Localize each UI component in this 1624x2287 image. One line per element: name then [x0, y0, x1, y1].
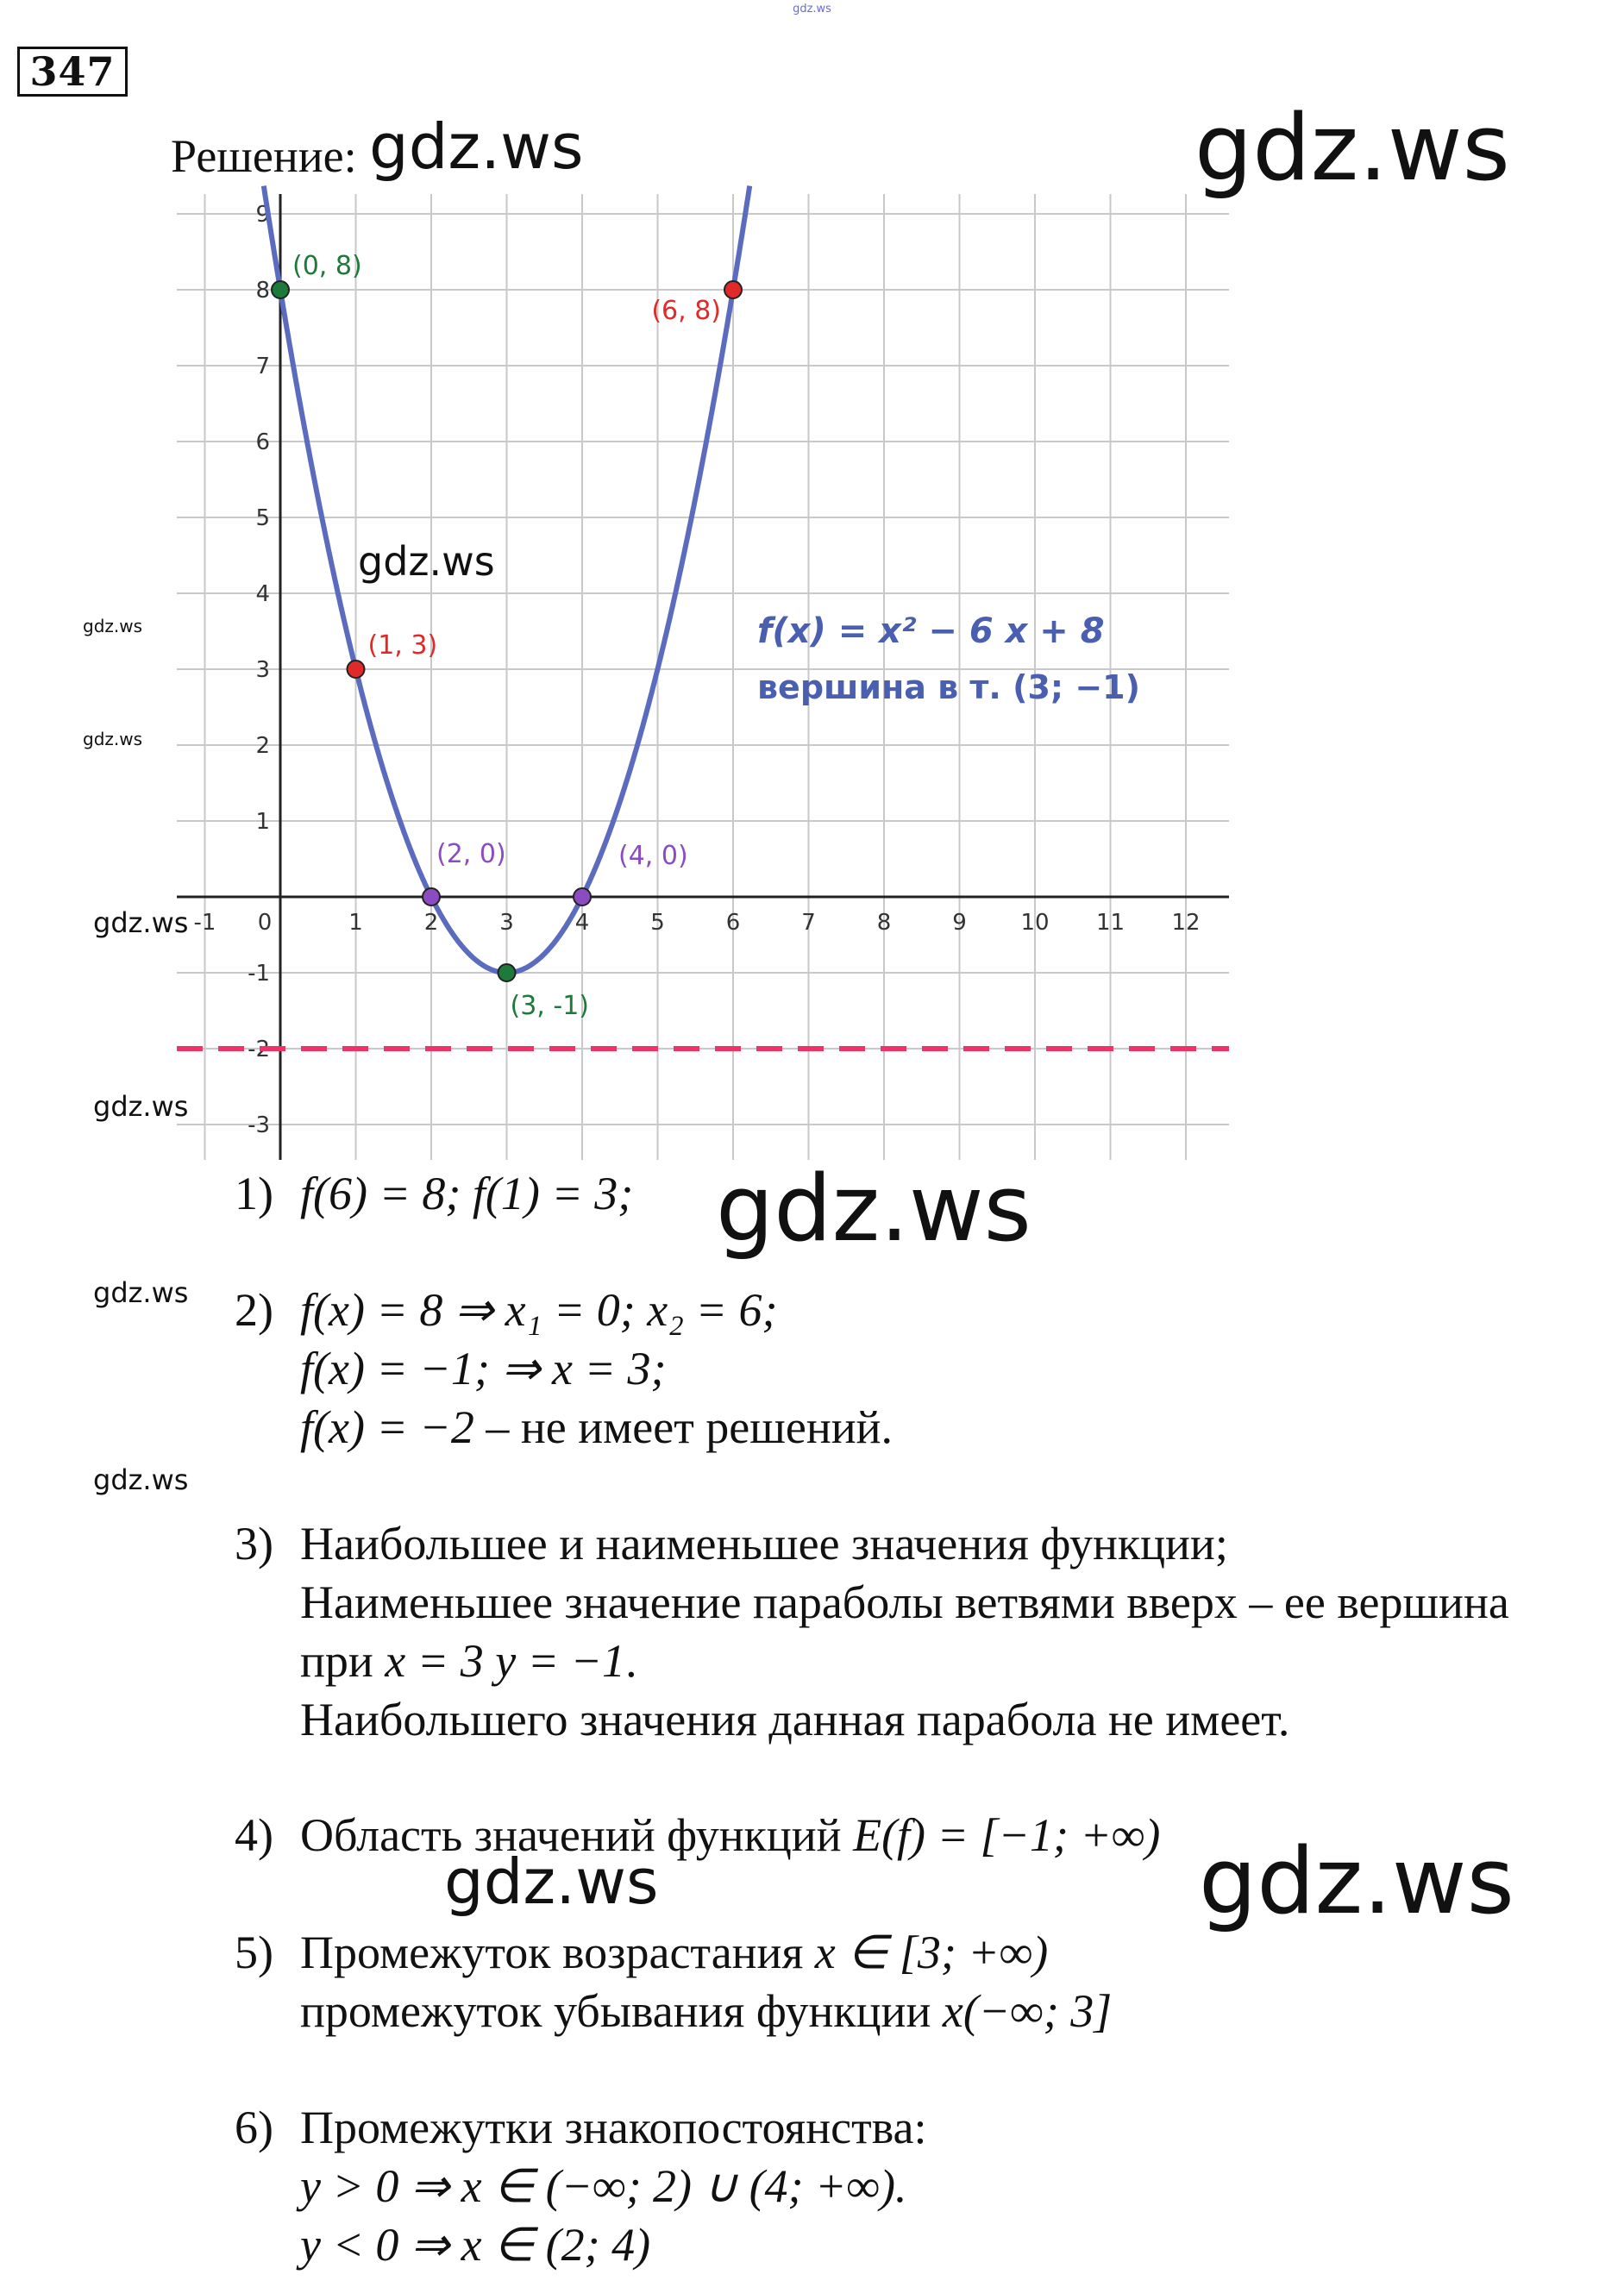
item-4-number: 4) — [235, 1809, 273, 1861]
data-point — [348, 661, 365, 678]
data-point — [498, 964, 516, 981]
y-tick-label: 8 — [255, 278, 270, 304]
item-1-number: 1) — [235, 1168, 273, 1219]
x-tick-label: 0 — [257, 910, 273, 936]
item-5-text — [300, 1925, 1048, 1980]
item-6-text: Промежутки знакопостоянства: — [300, 2102, 927, 2153]
data-point — [272, 281, 289, 298]
top-watermark: gdz.ws — [793, 3, 831, 16]
y-tick-label: 2 — [255, 733, 270, 759]
x-tick-label: 1 — [348, 910, 363, 936]
point-label: (1, 3) — [367, 630, 438, 661]
y-tick-label: 3 — [255, 657, 270, 683]
item-3-line-3 — [300, 1633, 637, 1689]
x-tick-label: -1 — [193, 910, 216, 936]
x-tick-label: 5 — [650, 910, 665, 936]
point-label: (0, 8) — [292, 251, 362, 281]
item-4-text — [300, 1808, 1160, 1863]
item-4-math: E(f) = [−1; +∞) — [853, 1809, 1161, 1861]
item-3-number: 3) — [235, 1518, 273, 1570]
y-tick-label: -3 — [248, 1112, 270, 1138]
item-5-math: x ∈ [3; +∞) — [814, 1927, 1049, 1978]
point-label: (2, 0) — [436, 839, 506, 869]
x-tick-label: 8 — [876, 910, 892, 936]
watermark: gdz.ws — [93, 906, 189, 939]
x-tick-label: 11 — [1095, 910, 1126, 936]
item-6-line-2: y > 0 ⇒ x ∈ (−∞; 2) ∪ (4; +∞). — [300, 2160, 907, 2212]
point-label: (3, -1) — [510, 991, 589, 1021]
point-label: (6, 8) — [651, 296, 721, 326]
watermark: gdz.ws — [93, 1276, 189, 1309]
x-tick-label: 3 — [499, 910, 514, 936]
item-6-number: 6) — [235, 2102, 273, 2153]
problem-number: 347 — [17, 47, 128, 97]
x-tick-label: 4 — [574, 910, 590, 936]
x-tick-label: 6 — [725, 910, 741, 936]
item-2-line-3-text: – не имеет решений. — [473, 1401, 894, 1453]
item-5-label: Промежуток возрастания — [300, 1927, 815, 1978]
data-point — [423, 888, 440, 905]
x-tick-label: 2 — [423, 910, 439, 936]
item-5-line-2-label: промежуток убывания функции — [300, 1985, 943, 2037]
item-2-line-3-math: f(x) = −2 — [300, 1401, 474, 1453]
item-4-label: Область значений функций — [300, 1809, 854, 1861]
y-tick-label: 9 — [255, 202, 270, 228]
y-tick-label: 7 — [255, 354, 270, 379]
item-3-text: Наибольшее и наименьшее значения функции; — [300, 1518, 1228, 1570]
item-5-line-2-math: x(−∞; 3] — [942, 1985, 1113, 2037]
item-2-line-3 — [300, 1400, 893, 1455]
x-tick-label: 7 — [801, 910, 816, 936]
item-1-text: f(6) = 8; f(1) = 3; — [300, 1168, 634, 1219]
data-point — [574, 888, 591, 905]
item-3-line-4: Наибольшего значения данная парабола не имеет. — [300, 1694, 1290, 1745]
item-6-line-3: y < 0 ⇒ x ∈ (2; 4) — [300, 2219, 651, 2271]
y-tick-label: 4 — [255, 581, 270, 607]
item-2-line-2: f(x) = −1; ⇒ x = 3; — [300, 1343, 667, 1394]
y-tick-label: -1 — [248, 961, 270, 987]
y-tick-label: -2 — [248, 1037, 270, 1062]
watermark: gdz.ws — [83, 616, 143, 636]
item-5-number: 5) — [235, 1927, 273, 1978]
watermark: gdz.ws — [358, 538, 495, 585]
item-5-line-2 — [300, 1983, 1112, 2039]
x-tick-label: 9 — [952, 910, 967, 936]
watermark: gdz.ws — [369, 110, 584, 183]
item-2-number: 2) — [235, 1284, 273, 1336]
item-3-line-3-math: x = 3 y = −1 — [385, 1635, 626, 1687]
watermark: gdz.ws — [1194, 95, 1510, 201]
item-3-line-3-post: . — [625, 1635, 637, 1687]
watermark: gdz.ws — [83, 729, 143, 749]
x-tick-label: 12 — [1171, 910, 1201, 936]
parabola-graph — [164, 185, 1251, 1169]
y-tick-label: 5 — [255, 505, 270, 531]
y-tick-label: 1 — [255, 809, 270, 835]
x-tick-label: 10 — [1020, 910, 1050, 936]
point-label: (4, 0) — [618, 841, 688, 871]
watermark: gdz.ws — [444, 1845, 659, 1918]
item-3-line-3-pre: при — [300, 1635, 386, 1687]
solution-label: Решение: — [171, 130, 357, 182]
data-point — [724, 281, 742, 298]
watermark: gdz.ws — [93, 1090, 189, 1123]
vertex-text: вершина в т. (3; −1) — [757, 668, 1140, 706]
watermark: gdz.ws — [716, 1156, 1031, 1262]
watermark: gdz.ws — [1199, 1828, 1514, 1934]
formula-text: f(x) = x² − 6 x + 8 — [757, 611, 1105, 651]
watermark: gdz.ws — [93, 1463, 189, 1496]
y-tick-label: 6 — [255, 429, 270, 455]
item-3-line-2: Наименьшее значение параболы ветвями вверх – ее вершина — [300, 1576, 1509, 1628]
item-2-text: f(x) = 8 ⇒ x₁ = 0; x₂ = 6; — [300, 1284, 778, 1336]
